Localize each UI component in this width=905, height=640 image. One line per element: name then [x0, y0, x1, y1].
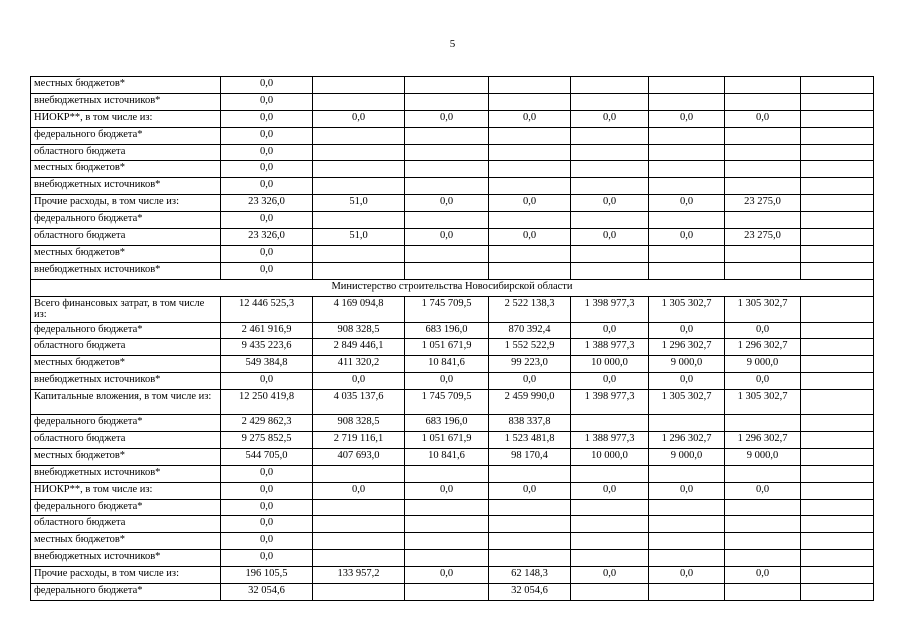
row-label: Прочие расходы, в том числе из: — [31, 195, 221, 212]
value-cell: 9 000,0 — [725, 448, 801, 465]
value-cell — [801, 262, 874, 279]
table-row — [31, 465, 874, 482]
value-cell — [649, 550, 725, 567]
value-cell — [313, 161, 405, 178]
row-label: внебюджетных источников* — [31, 550, 221, 567]
row-label: областного бюджета — [31, 229, 221, 246]
value-cell: 12 446 525,3 — [221, 296, 313, 322]
value-cell: 1 305 302,7 — [649, 390, 725, 415]
row-label: внебюджетных источников* — [31, 465, 221, 482]
value-cell: 2 459 990,0 — [489, 390, 571, 415]
table-block-2 — [31, 296, 874, 600]
row-label: внебюджетных источников* — [31, 262, 221, 279]
value-cell — [725, 499, 801, 516]
table-row — [31, 390, 874, 415]
value-cell: 1 388 977,3 — [571, 339, 649, 356]
value-cell: 0,0 — [313, 373, 405, 390]
row-label: областного бюджета — [31, 339, 221, 356]
value-cell: 0,0 — [221, 110, 313, 127]
value-cell — [405, 144, 489, 161]
value-cell — [725, 584, 801, 601]
value-cell — [405, 245, 489, 262]
value-cell — [801, 482, 874, 499]
row-label: федерального бюджета* — [31, 584, 221, 601]
value-cell — [571, 584, 649, 601]
value-cell: 23 326,0 — [221, 195, 313, 212]
value-cell — [649, 465, 725, 482]
value-cell — [649, 415, 725, 432]
value-cell — [489, 245, 571, 262]
value-cell — [489, 550, 571, 567]
value-cell — [571, 245, 649, 262]
value-cell: 838 337,8 — [489, 415, 571, 432]
row-label: НИОКР**, в том числе из: — [31, 482, 221, 499]
value-cell: 0,0 — [725, 110, 801, 127]
value-cell — [801, 533, 874, 550]
value-cell — [801, 339, 874, 356]
value-cell: 549 384,8 — [221, 356, 313, 373]
value-cell — [649, 245, 725, 262]
value-cell — [801, 373, 874, 390]
value-cell: 0,0 — [221, 499, 313, 516]
value-cell — [725, 212, 801, 229]
value-cell: 9 000,0 — [649, 448, 725, 465]
value-cell — [801, 516, 874, 533]
page-number: 5 — [449, 38, 456, 50]
value-cell — [649, 93, 725, 110]
table-block-1 — [31, 77, 874, 280]
table-row — [31, 432, 874, 449]
table-row — [31, 533, 874, 550]
value-cell: 0,0 — [571, 567, 649, 584]
value-cell: 1 296 302,7 — [725, 432, 801, 449]
value-cell: 0,0 — [221, 550, 313, 567]
value-cell — [801, 77, 874, 94]
value-cell: 0,0 — [313, 482, 405, 499]
value-cell — [405, 465, 489, 482]
value-cell: 23 275,0 — [725, 229, 801, 246]
row-label: внебюджетных источников* — [31, 373, 221, 390]
value-cell — [405, 178, 489, 195]
value-cell — [489, 465, 571, 482]
value-cell — [725, 144, 801, 161]
value-cell: 99 223,0 — [489, 356, 571, 373]
value-cell — [801, 178, 874, 195]
value-cell — [405, 77, 489, 94]
value-cell: 196 105,5 — [221, 567, 313, 584]
value-cell: 32 054,6 — [221, 584, 313, 601]
table-row — [31, 499, 874, 516]
section-title: Министерство строительства Новосибирской области — [31, 279, 874, 296]
value-cell — [801, 110, 874, 127]
value-cell: 870 392,4 — [489, 322, 571, 339]
value-cell: 1 305 302,7 — [649, 296, 725, 322]
value-cell — [801, 550, 874, 567]
value-cell — [313, 93, 405, 110]
value-cell: 10 841,6 — [405, 448, 489, 465]
value-cell: 0,0 — [405, 482, 489, 499]
row-label: внебюджетных источников* — [31, 93, 221, 110]
value-cell: 0,0 — [221, 482, 313, 499]
table-row — [31, 262, 874, 279]
value-cell: 1 051 671,9 — [405, 432, 489, 449]
row-label: федерального бюджета* — [31, 322, 221, 339]
value-cell: 0,0 — [649, 373, 725, 390]
value-cell: 9 435 223,6 — [221, 339, 313, 356]
value-cell: 12 250 419,8 — [221, 390, 313, 415]
table-row — [31, 448, 874, 465]
value-cell: 23 326,0 — [221, 229, 313, 246]
value-cell: 544 705,0 — [221, 448, 313, 465]
value-cell: 908 328,5 — [313, 415, 405, 432]
value-cell: 0,0 — [221, 77, 313, 94]
row-label: Прочие расходы, в том числе из: — [31, 567, 221, 584]
value-cell — [571, 550, 649, 567]
value-cell: 908 328,5 — [313, 322, 405, 339]
value-cell — [725, 415, 801, 432]
row-label: местных бюджетов* — [31, 245, 221, 262]
value-cell: 407 693,0 — [313, 448, 405, 465]
table-row — [31, 567, 874, 584]
table-row — [31, 77, 874, 94]
value-cell: 0,0 — [649, 229, 725, 246]
value-cell — [801, 195, 874, 212]
value-cell — [649, 533, 725, 550]
table-row — [31, 144, 874, 161]
table-row — [31, 373, 874, 390]
value-cell — [801, 356, 874, 373]
value-cell — [405, 127, 489, 144]
section-header-block — [31, 279, 874, 296]
value-cell: 0,0 — [571, 110, 649, 127]
value-cell — [313, 533, 405, 550]
value-cell — [801, 567, 874, 584]
row-label: федерального бюджета* — [31, 415, 221, 432]
value-cell: 1 745 709,5 — [405, 390, 489, 415]
value-cell: 0,0 — [725, 482, 801, 499]
value-cell — [571, 161, 649, 178]
value-cell — [405, 584, 489, 601]
value-cell: 683 196,0 — [405, 322, 489, 339]
value-cell — [801, 144, 874, 161]
table-row — [31, 356, 874, 373]
value-cell — [489, 178, 571, 195]
value-cell — [489, 161, 571, 178]
value-cell — [313, 127, 405, 144]
value-cell: 1 305 302,7 — [725, 390, 801, 415]
value-cell: 10 000,0 — [571, 448, 649, 465]
table-row — [31, 482, 874, 499]
table-row — [31, 212, 874, 229]
table-row — [31, 245, 874, 262]
value-cell — [571, 144, 649, 161]
value-cell: 0,0 — [725, 567, 801, 584]
value-cell — [725, 465, 801, 482]
row-label: федерального бюджета* — [31, 127, 221, 144]
value-cell — [725, 161, 801, 178]
value-cell: 23 275,0 — [725, 195, 801, 212]
value-cell — [313, 516, 405, 533]
value-cell: 0,0 — [221, 465, 313, 482]
value-cell: 0,0 — [221, 373, 313, 390]
value-cell — [571, 77, 649, 94]
value-cell — [801, 127, 874, 144]
value-cell: 1 296 302,7 — [649, 339, 725, 356]
value-cell — [801, 161, 874, 178]
value-cell — [725, 533, 801, 550]
row-label: местных бюджетов* — [31, 77, 221, 94]
value-cell: 0,0 — [571, 195, 649, 212]
row-label: областного бюджета — [31, 516, 221, 533]
value-cell: 4 169 094,8 — [313, 296, 405, 322]
row-label: местных бюджетов* — [31, 356, 221, 373]
row-label: Капитальные вложения, в том числе из: — [31, 390, 221, 415]
value-cell: 0,0 — [221, 533, 313, 550]
value-cell: 0,0 — [405, 567, 489, 584]
value-cell: 0,0 — [649, 322, 725, 339]
table-row — [31, 110, 874, 127]
value-cell: 1 296 302,7 — [649, 432, 725, 449]
table-row — [31, 584, 874, 601]
value-cell: 0,0 — [571, 482, 649, 499]
value-cell — [313, 262, 405, 279]
value-cell — [649, 77, 725, 94]
value-cell — [571, 212, 649, 229]
table-row — [31, 516, 874, 533]
value-cell: 411 320,2 — [313, 356, 405, 373]
value-cell — [649, 161, 725, 178]
value-cell: 51,0 — [313, 195, 405, 212]
value-cell: 0,0 — [489, 229, 571, 246]
value-cell: 1 552 522,9 — [489, 339, 571, 356]
table-row — [31, 550, 874, 567]
table-row — [31, 322, 874, 339]
value-cell — [725, 178, 801, 195]
value-cell — [405, 262, 489, 279]
value-cell: 9 000,0 — [649, 356, 725, 373]
value-cell — [801, 322, 874, 339]
value-cell: 0,0 — [571, 229, 649, 246]
value-cell — [801, 93, 874, 110]
value-cell — [801, 432, 874, 449]
value-cell: 0,0 — [405, 195, 489, 212]
value-cell: 2 461 916,9 — [221, 322, 313, 339]
row-label: местных бюджетов* — [31, 533, 221, 550]
value-cell: 1 523 481,8 — [489, 432, 571, 449]
value-cell — [649, 499, 725, 516]
value-cell: 2 522 138,3 — [489, 296, 571, 322]
row-label: областного бюджета — [31, 432, 221, 449]
table-row — [31, 415, 874, 432]
value-cell — [725, 127, 801, 144]
value-cell — [801, 499, 874, 516]
value-cell — [801, 229, 874, 246]
value-cell — [405, 550, 489, 567]
value-cell — [489, 144, 571, 161]
value-cell — [405, 516, 489, 533]
value-cell — [725, 262, 801, 279]
value-cell: 0,0 — [649, 195, 725, 212]
row-label: Всего финансовых затрат, в том числе из: — [31, 296, 221, 322]
section-header-row — [31, 279, 874, 296]
value-cell: 0,0 — [221, 516, 313, 533]
value-cell — [313, 144, 405, 161]
row-label: областного бюджета — [31, 144, 221, 161]
table-row — [31, 195, 874, 212]
value-cell — [489, 93, 571, 110]
value-cell: 0,0 — [221, 212, 313, 229]
value-cell: 9 000,0 — [725, 356, 801, 373]
value-cell: 0,0 — [571, 322, 649, 339]
value-cell — [489, 516, 571, 533]
value-cell — [313, 77, 405, 94]
table-row — [31, 296, 874, 322]
value-cell — [801, 465, 874, 482]
value-cell — [725, 550, 801, 567]
value-cell — [489, 212, 571, 229]
value-cell: 1 296 302,7 — [725, 339, 801, 356]
value-cell — [405, 93, 489, 110]
value-cell — [489, 262, 571, 279]
value-cell — [725, 516, 801, 533]
value-cell — [571, 516, 649, 533]
value-cell: 0,0 — [405, 229, 489, 246]
value-cell: 133 957,2 — [313, 567, 405, 584]
value-cell — [489, 77, 571, 94]
value-cell — [313, 245, 405, 262]
value-cell — [489, 127, 571, 144]
value-cell — [649, 584, 725, 601]
value-cell: 10 841,6 — [405, 356, 489, 373]
table-row — [31, 229, 874, 246]
value-cell — [725, 77, 801, 94]
value-cell: 0,0 — [221, 161, 313, 178]
value-cell: 0,0 — [489, 195, 571, 212]
value-cell: 10 000,0 — [571, 356, 649, 373]
value-cell — [313, 465, 405, 482]
value-cell — [571, 93, 649, 110]
row-label: федерального бюджета* — [31, 499, 221, 516]
value-cell — [313, 212, 405, 229]
value-cell: 0,0 — [221, 262, 313, 279]
value-cell — [725, 93, 801, 110]
value-cell: 1 051 671,9 — [405, 339, 489, 356]
value-cell: 2 719 116,1 — [313, 432, 405, 449]
value-cell: 2 429 862,3 — [221, 415, 313, 432]
value-cell — [725, 245, 801, 262]
value-cell — [571, 262, 649, 279]
value-cell: 0,0 — [649, 567, 725, 584]
value-cell — [571, 465, 649, 482]
value-cell — [801, 390, 874, 415]
value-cell: 32 054,6 — [489, 584, 571, 601]
value-cell — [571, 533, 649, 550]
value-cell: 0,0 — [649, 482, 725, 499]
table-row — [31, 127, 874, 144]
value-cell: 1 388 977,3 — [571, 432, 649, 449]
value-cell — [313, 584, 405, 601]
table-row — [31, 339, 874, 356]
value-cell: 0,0 — [313, 110, 405, 127]
table-row — [31, 93, 874, 110]
table-row — [31, 161, 874, 178]
value-cell — [649, 262, 725, 279]
value-cell: 0,0 — [571, 373, 649, 390]
value-cell — [801, 212, 874, 229]
value-cell: 51,0 — [313, 229, 405, 246]
value-cell: 0,0 — [725, 322, 801, 339]
value-cell: 2 849 446,1 — [313, 339, 405, 356]
value-cell — [405, 161, 489, 178]
value-cell: 0,0 — [489, 482, 571, 499]
value-cell: 1 398 977,3 — [571, 296, 649, 322]
value-cell — [801, 584, 874, 601]
value-cell: 0,0 — [725, 373, 801, 390]
table-row — [31, 178, 874, 195]
row-label: местных бюджетов* — [31, 448, 221, 465]
value-cell — [571, 415, 649, 432]
value-cell: 683 196,0 — [405, 415, 489, 432]
row-label: местных бюджетов* — [31, 161, 221, 178]
value-cell: 62 148,3 — [489, 567, 571, 584]
value-cell — [405, 499, 489, 516]
value-cell: 1 398 977,3 — [571, 390, 649, 415]
budget-table — [30, 76, 874, 601]
value-cell — [649, 178, 725, 195]
value-cell: 0,0 — [221, 127, 313, 144]
value-cell: 0,0 — [405, 110, 489, 127]
value-cell: 98 170,4 — [489, 448, 571, 465]
row-label: федерального бюджета* — [31, 212, 221, 229]
value-cell — [313, 550, 405, 567]
value-cell — [313, 499, 405, 516]
value-cell — [801, 448, 874, 465]
value-cell — [489, 499, 571, 516]
value-cell: 0,0 — [221, 245, 313, 262]
value-cell — [801, 245, 874, 262]
value-cell: 1 305 302,7 — [725, 296, 801, 322]
value-cell: 0,0 — [489, 110, 571, 127]
value-cell: 0,0 — [221, 93, 313, 110]
value-cell: 0,0 — [221, 144, 313, 161]
value-cell: 0,0 — [649, 110, 725, 127]
value-cell — [405, 533, 489, 550]
value-cell: 9 275 852,5 — [221, 432, 313, 449]
row-label: НИОКР**, в том числе из: — [31, 110, 221, 127]
value-cell: 0,0 — [221, 178, 313, 195]
value-cell — [801, 296, 874, 322]
value-cell — [405, 212, 489, 229]
value-cell: 4 035 137,6 — [313, 390, 405, 415]
value-cell — [801, 415, 874, 432]
value-cell — [649, 516, 725, 533]
value-cell — [571, 178, 649, 195]
value-cell: 0,0 — [489, 373, 571, 390]
value-cell — [649, 212, 725, 229]
value-cell — [649, 127, 725, 144]
value-cell: 0,0 — [405, 373, 489, 390]
value-cell — [571, 127, 649, 144]
value-cell — [649, 144, 725, 161]
value-cell — [489, 533, 571, 550]
value-cell — [313, 178, 405, 195]
row-label: внебюджетных источников* — [31, 178, 221, 195]
value-cell: 1 745 709,5 — [405, 296, 489, 322]
value-cell — [571, 499, 649, 516]
